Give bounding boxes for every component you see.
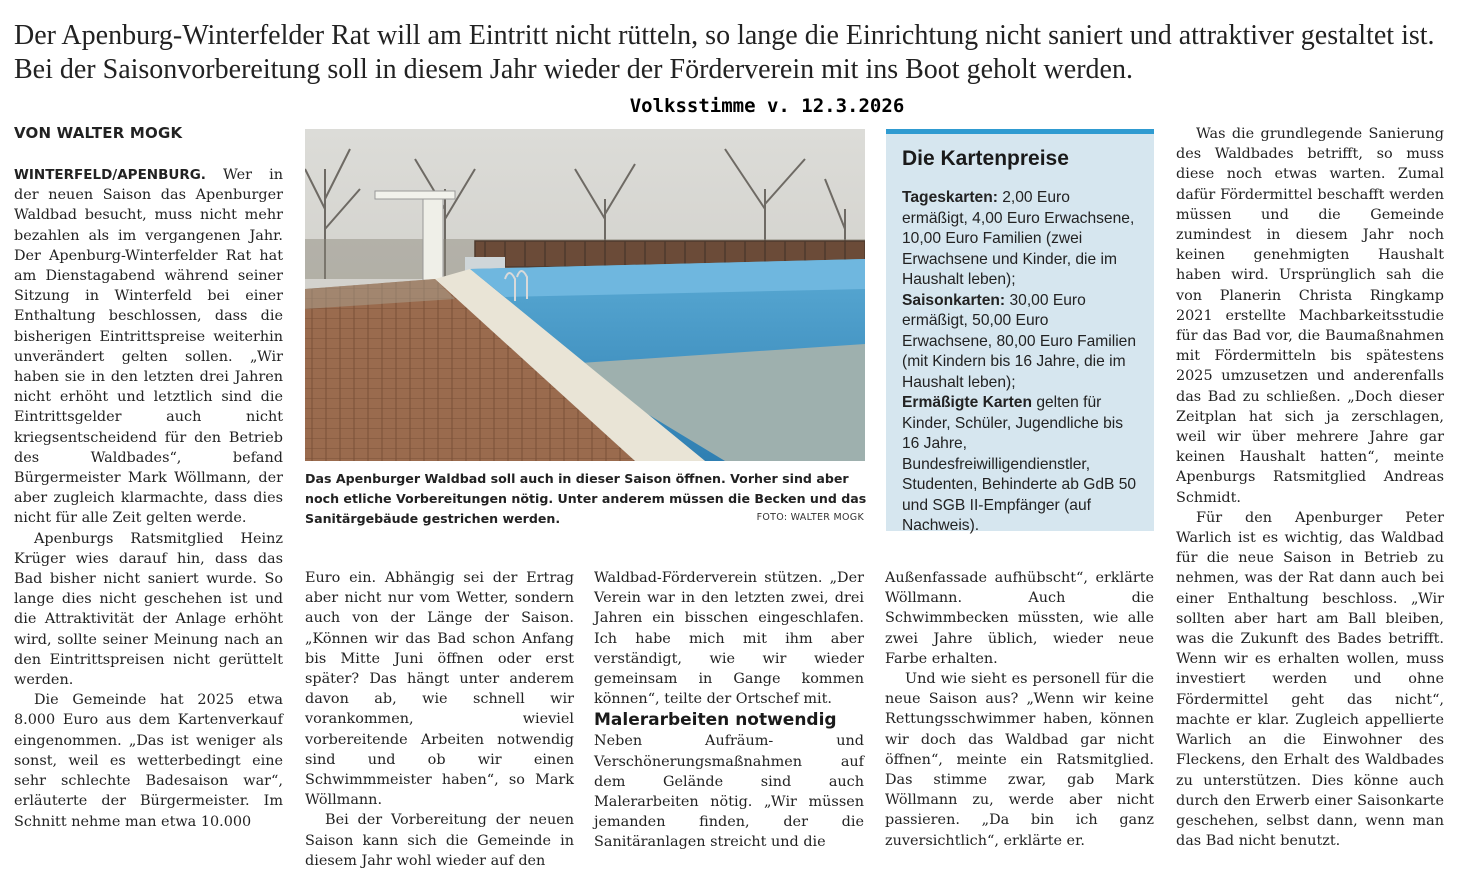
- subheading: Malerarbeiten notwendig: [594, 710, 837, 731]
- photo-caption: Das Apenburger Waldbad soll auch in dieser Saison öffnen. Vorher sind aber noch etliche Vorbereitungen nötig. Unter anderem müssen die Becken und das Sanitärgebäude gestrichen werden.: [305, 471, 867, 526]
- infobox-text: gelten für Kinder, Schüler, Jugendliche bis 16 Jahre, Bundesfreiwilligendienstler, Studenten, Behinderte ab GdB 50 und SGB II-Empfänger (auf Nachweis).: [902, 394, 1137, 534]
- column-3: [594, 568, 864, 853]
- column-4: [885, 568, 1154, 851]
- infobox-text: 2,00 Euro ermäßigt, 4,00 Euro Erwachsene, 10,00 Euro Familien (zwei Erwachsene und Kinder, die im Haushalt leben);: [902, 189, 1135, 288]
- infobox-item-ermaessigt: [902, 393, 1140, 537]
- paragraph: Was die grundlegende Sanierung des Waldbades betrifft, so muss diese noch etwas warten. Zumal dafür Fördermittel beschafft werden müssen und die Gemeinde zumindest in diesem Jahr noch keinen genehmigten Haushalt haben wird. Ursprünglich sah die von Planerin Christa Ringkamp 2021 erstellte Machbarkeitsstudie für das Bad vor, die Baumaßnahmen mit Fördermitteln bis spätestens 2025 umzusetzen und anderenfalls das Bad zu schließen. „Doch dieser Zeitplan hat sich ja zerschlagen, weil wir über mehrere Jahre gar keinen Haushalt hatten“, meinte Apenburgs Ratsmitglied Andreas Schmidt.: [1176, 126, 1444, 506]
- paragraph: Apenburgs Ratsmitglied Heinz Krüger wies darauf hin, dass das Bad bisher nicht saniert wurde. So lange dies nicht geschehen ist und die Attraktivität der Anlage erhöht wird, sollte seiner Meinung nach an den Eintrittspreisen nicht gerüttelt werden.: [14, 530, 283, 689]
- column-1: [14, 165, 283, 832]
- paragraph: Neben Aufräum- und Verschönerungsmaßnahmen auf dem Gelände sind auch Malerarbeiten nötig. „Wir müssen jemanden finden, der die Sanitäranlagen streicht und die: [594, 733, 864, 851]
- paragraph: Für den Apenburger Peter Warlich ist es wichtig, das Waldbad für die neue Saison in Betrieb zu nehmen, was der Rat dann auch bei einer Enthaltung beschloss. „Wir sollten aber hart am Ball bleiben, was die Zukunft des Bades betrifft. Wenn wir es erhalten wollen, muss investiert werden und ohne Fördermittel geht das nicht“, machte er klar. Zugleich appellierte Warlich an die Einwohner des Fleckens, den Erhalt des Waldbades zu unterstützen. Dies könne auch durch den Erwerb einer Saisonkarte geschehen, selbst dann, wenn man das Bad nicht benutzt.: [1176, 509, 1444, 850]
- infobox-label: Saisonkarten:: [902, 291, 1006, 309]
- byline: VON WALTER MOGK: [14, 124, 183, 142]
- paragraph: Die Gemeinde hat 2025 etwa 8.000 Euro aus dem Kartenverkauf eingenommen. „Das ist weniger als sonst, weil es wetterbedingt eine sehr schlechte Badesaison war“, erläuterte der Bürgermeister. Im Schnitt nehme man etwa 10.000: [14, 692, 283, 830]
- photo-credit: FOTO: WALTER MOGK: [756, 512, 864, 523]
- paragraph: Und wie sieht es personell für die neue Saison aus? „Wenn wir keine Rettungsschwimmer haben, können wir doch das Waldbad gar nicht öffnen“, meinte ein Ratsmitglied. Das stimme zwar, gab Mark Wöllmann zu, werde aber nicht passieren. „Da bin ich ganz zuversichtlich“, erklärte er.: [885, 671, 1154, 849]
- infobox-item-saisonkarten: [902, 291, 1140, 394]
- infobox-title: Die Kartenpreise: [902, 147, 1069, 170]
- pool-photo: [305, 129, 865, 461]
- paragraph: Bei der Vorbereitung der neuen Saison kann sich die Gemeinde in diesem Jahr wohl wieder auf den: [305, 812, 574, 869]
- source-note: Volksstimme v. 12.3.2026: [629, 95, 905, 117]
- article-lead: Der Apenburg-Winterfelder Rat will am Eintritt nicht rütteln, so lange die Einrichtung nicht saniert und attraktiver gestaltet ist. Bei der Saisonvorbereitung soll in diesem Jahr wieder der Förderverein mit ins Boot geholt werden.: [14, 20, 1435, 85]
- paragraph: Euro ein. Abhängig sei der Ertrag aber nicht nur vom Wetter, sondern auch von der Länge der Saison. „Können wir das Bad schon Anfang bis Mitte Juni öffnen oder erst später? Das hängt unter anderem davon ab, wie schnell wir vorankommen, wieviel vorbereitende Arbeiten notwendig sind und ob wir einen Schwimmmeister haben“, so Mark Wöllmann.: [305, 570, 574, 809]
- dateline: WINTERFELD/APENBURG.: [14, 167, 206, 183]
- paragraph: Außenfassade aufhübscht“, erklärte Wöllmann. Auch die Schwimmbecken müssten, wie alle zwei Jahre üblich, wieder neue Farbe erhalten.: [885, 570, 1154, 667]
- infobox-label: Tageskarten:: [902, 189, 998, 206]
- infobox-label: Ermäßigte Karten: [902, 394, 1032, 411]
- photo-illustration: [305, 129, 865, 461]
- infobox-item-tageskarten: [902, 188, 1140, 291]
- price-infobox: [886, 129, 1154, 534]
- column-2: [305, 568, 574, 871]
- paragraph: Wer in der neuen Saison das Apenburger Waldbad besucht, muss nicht mehr bezahlen als im vergangenen Jahr. Der Apenburg-Winterfelder Rat hat am Dienstagabend während seiner Sitzung in Winterfeld bei einer Enthaltung beschlossen, dass die bisherigen Eintrittspreise weiterhin unverändert gelten sollen. „Wir haben sie in den letzten drei Jahren nicht erhöht und letztlich sind die Eintrittsgelder auch nicht kriegsentscheidend für den Betrieb des Waldbades“, befand Bürgermeister Mark Wöllmann, der aber zugleich klarmachte, dass dies nicht für alle Zeit gelten werde.: [14, 167, 283, 527]
- column-5: [1176, 124, 1444, 851]
- infobox-text: 30,00 Euro ermäßigt, 50,00 Euro Erwachsene, 80,00 Euro Familien (mit Kindern bis 16 Jahre, die im Haushalt leben);: [902, 291, 1137, 391]
- paragraph: Waldbad-Förderverein stützen. „Der Verein war in den letzten zwei, drei Jahren ein bisschen eingeschlafen. Ich habe mich mit ihm aber verständigt, wie wir wieder gemeinsam in Gange kommen können“, teilte der Ortschef mit.: [594, 570, 864, 708]
